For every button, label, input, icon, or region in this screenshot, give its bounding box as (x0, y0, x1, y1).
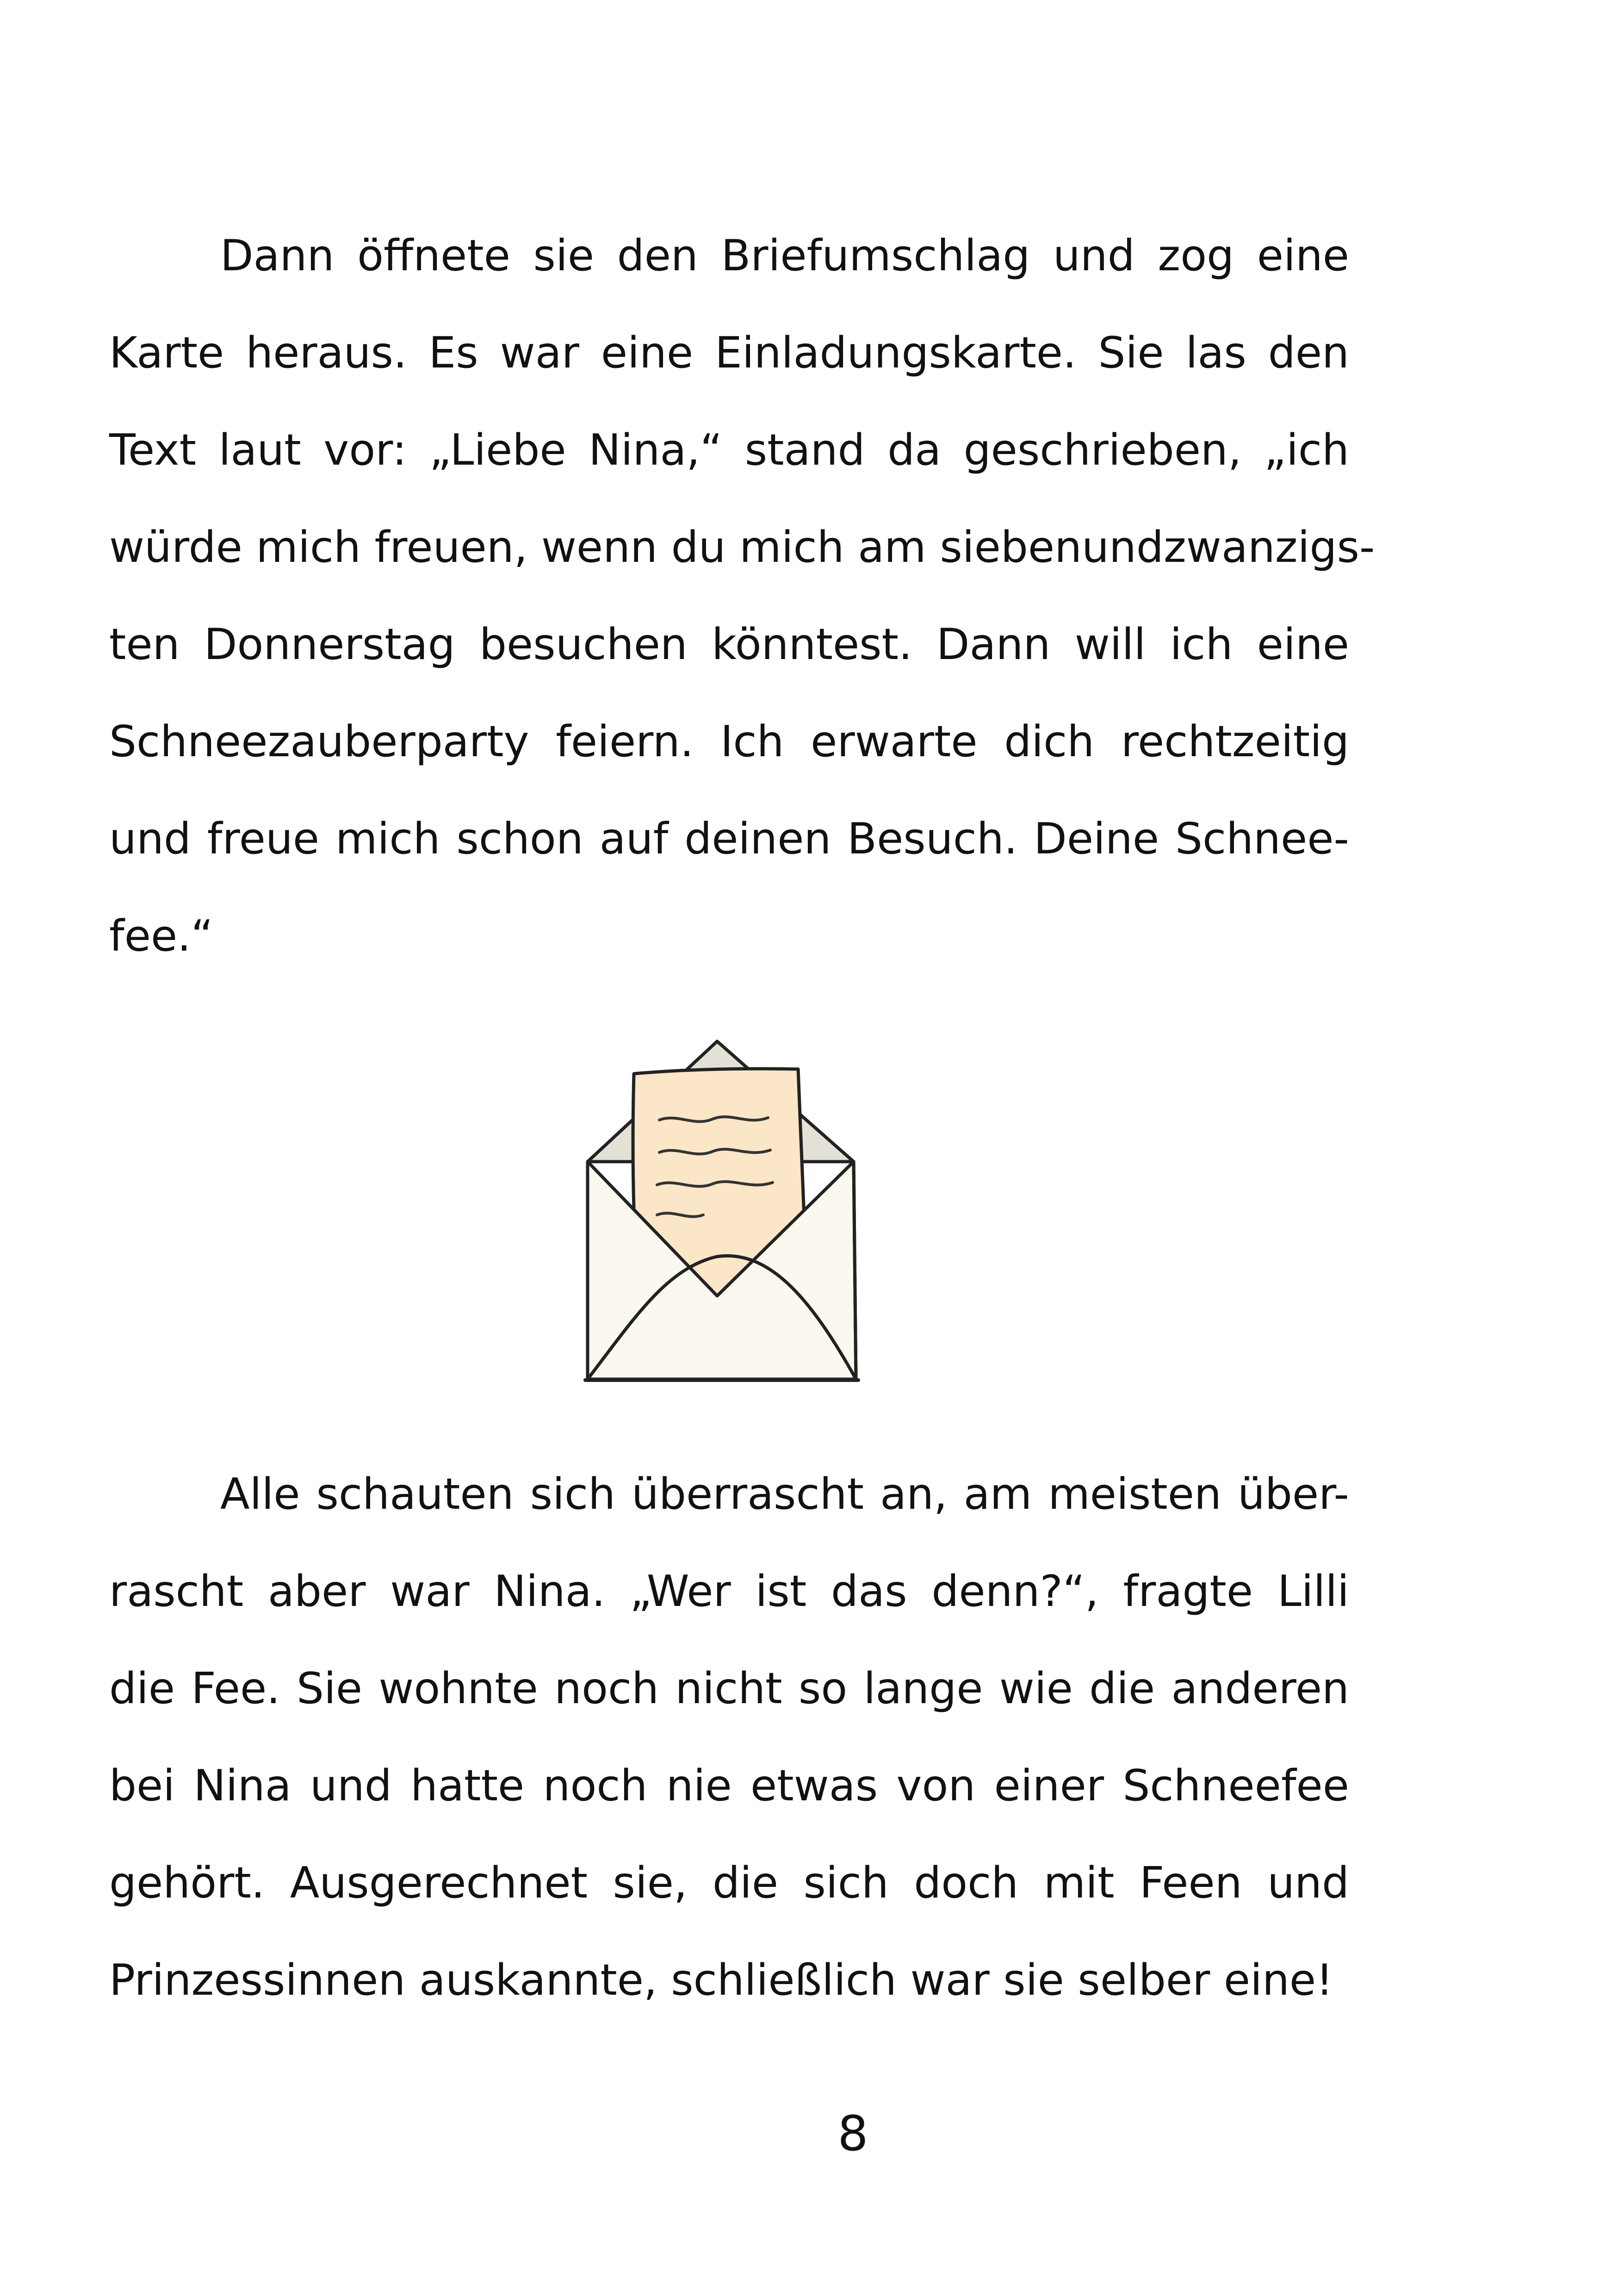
text-line: Schneezauberparty feiern. Ich erwarte dich rechtzeitig (109, 716, 1349, 766)
text-line: Karte heraus. Es war eine Einladungskarte. Sie las den (109, 328, 1349, 378)
page-number: 8 (837, 2105, 868, 2162)
text-line: rascht aber war Nina. „Wer ist das denn?“, fragte Lilli (109, 1566, 1349, 1616)
text-line: Text laut vor: „Liebe Nina,“ stand da geschrieben, „ich (109, 425, 1349, 475)
paragraph-invitation (109, 207, 1375, 984)
text-line: bei Nina und hatte noch nie etwas von einer Schneefee (109, 1761, 1349, 1811)
text-line: die Fee. Sie wohnte noch nicht so lange wie die anderen (109, 1663, 1349, 1713)
text-line: ten Donnerstag besuchen könntest. Dann will ich eine (109, 619, 1349, 669)
text-line: Alle schauten sich überrascht an, am meisten über- (220, 1469, 1349, 1519)
envelope-illustration (578, 1037, 874, 1388)
text-line: gehört. Ausgerechnet sie, die sich doch mit Feen und (109, 1858, 1349, 1908)
open-envelope-with-letter-icon (578, 1037, 874, 1388)
text-line: fee.“ (109, 911, 213, 961)
text-line: und freue mich schon auf deinen Besuch. Deine Schnee- (109, 814, 1349, 864)
paragraph-surprise (109, 1445, 1349, 2028)
text-line: würde mich freuen, wenn du mich am siebenundzwanzigs- (109, 522, 1375, 572)
text-line: Prinzessinnen auskannte, schließlich war sie selber eine! (109, 1955, 1333, 2005)
text-line: Dann öffnete sie den Briefumschlag und zog eine (220, 230, 1349, 280)
